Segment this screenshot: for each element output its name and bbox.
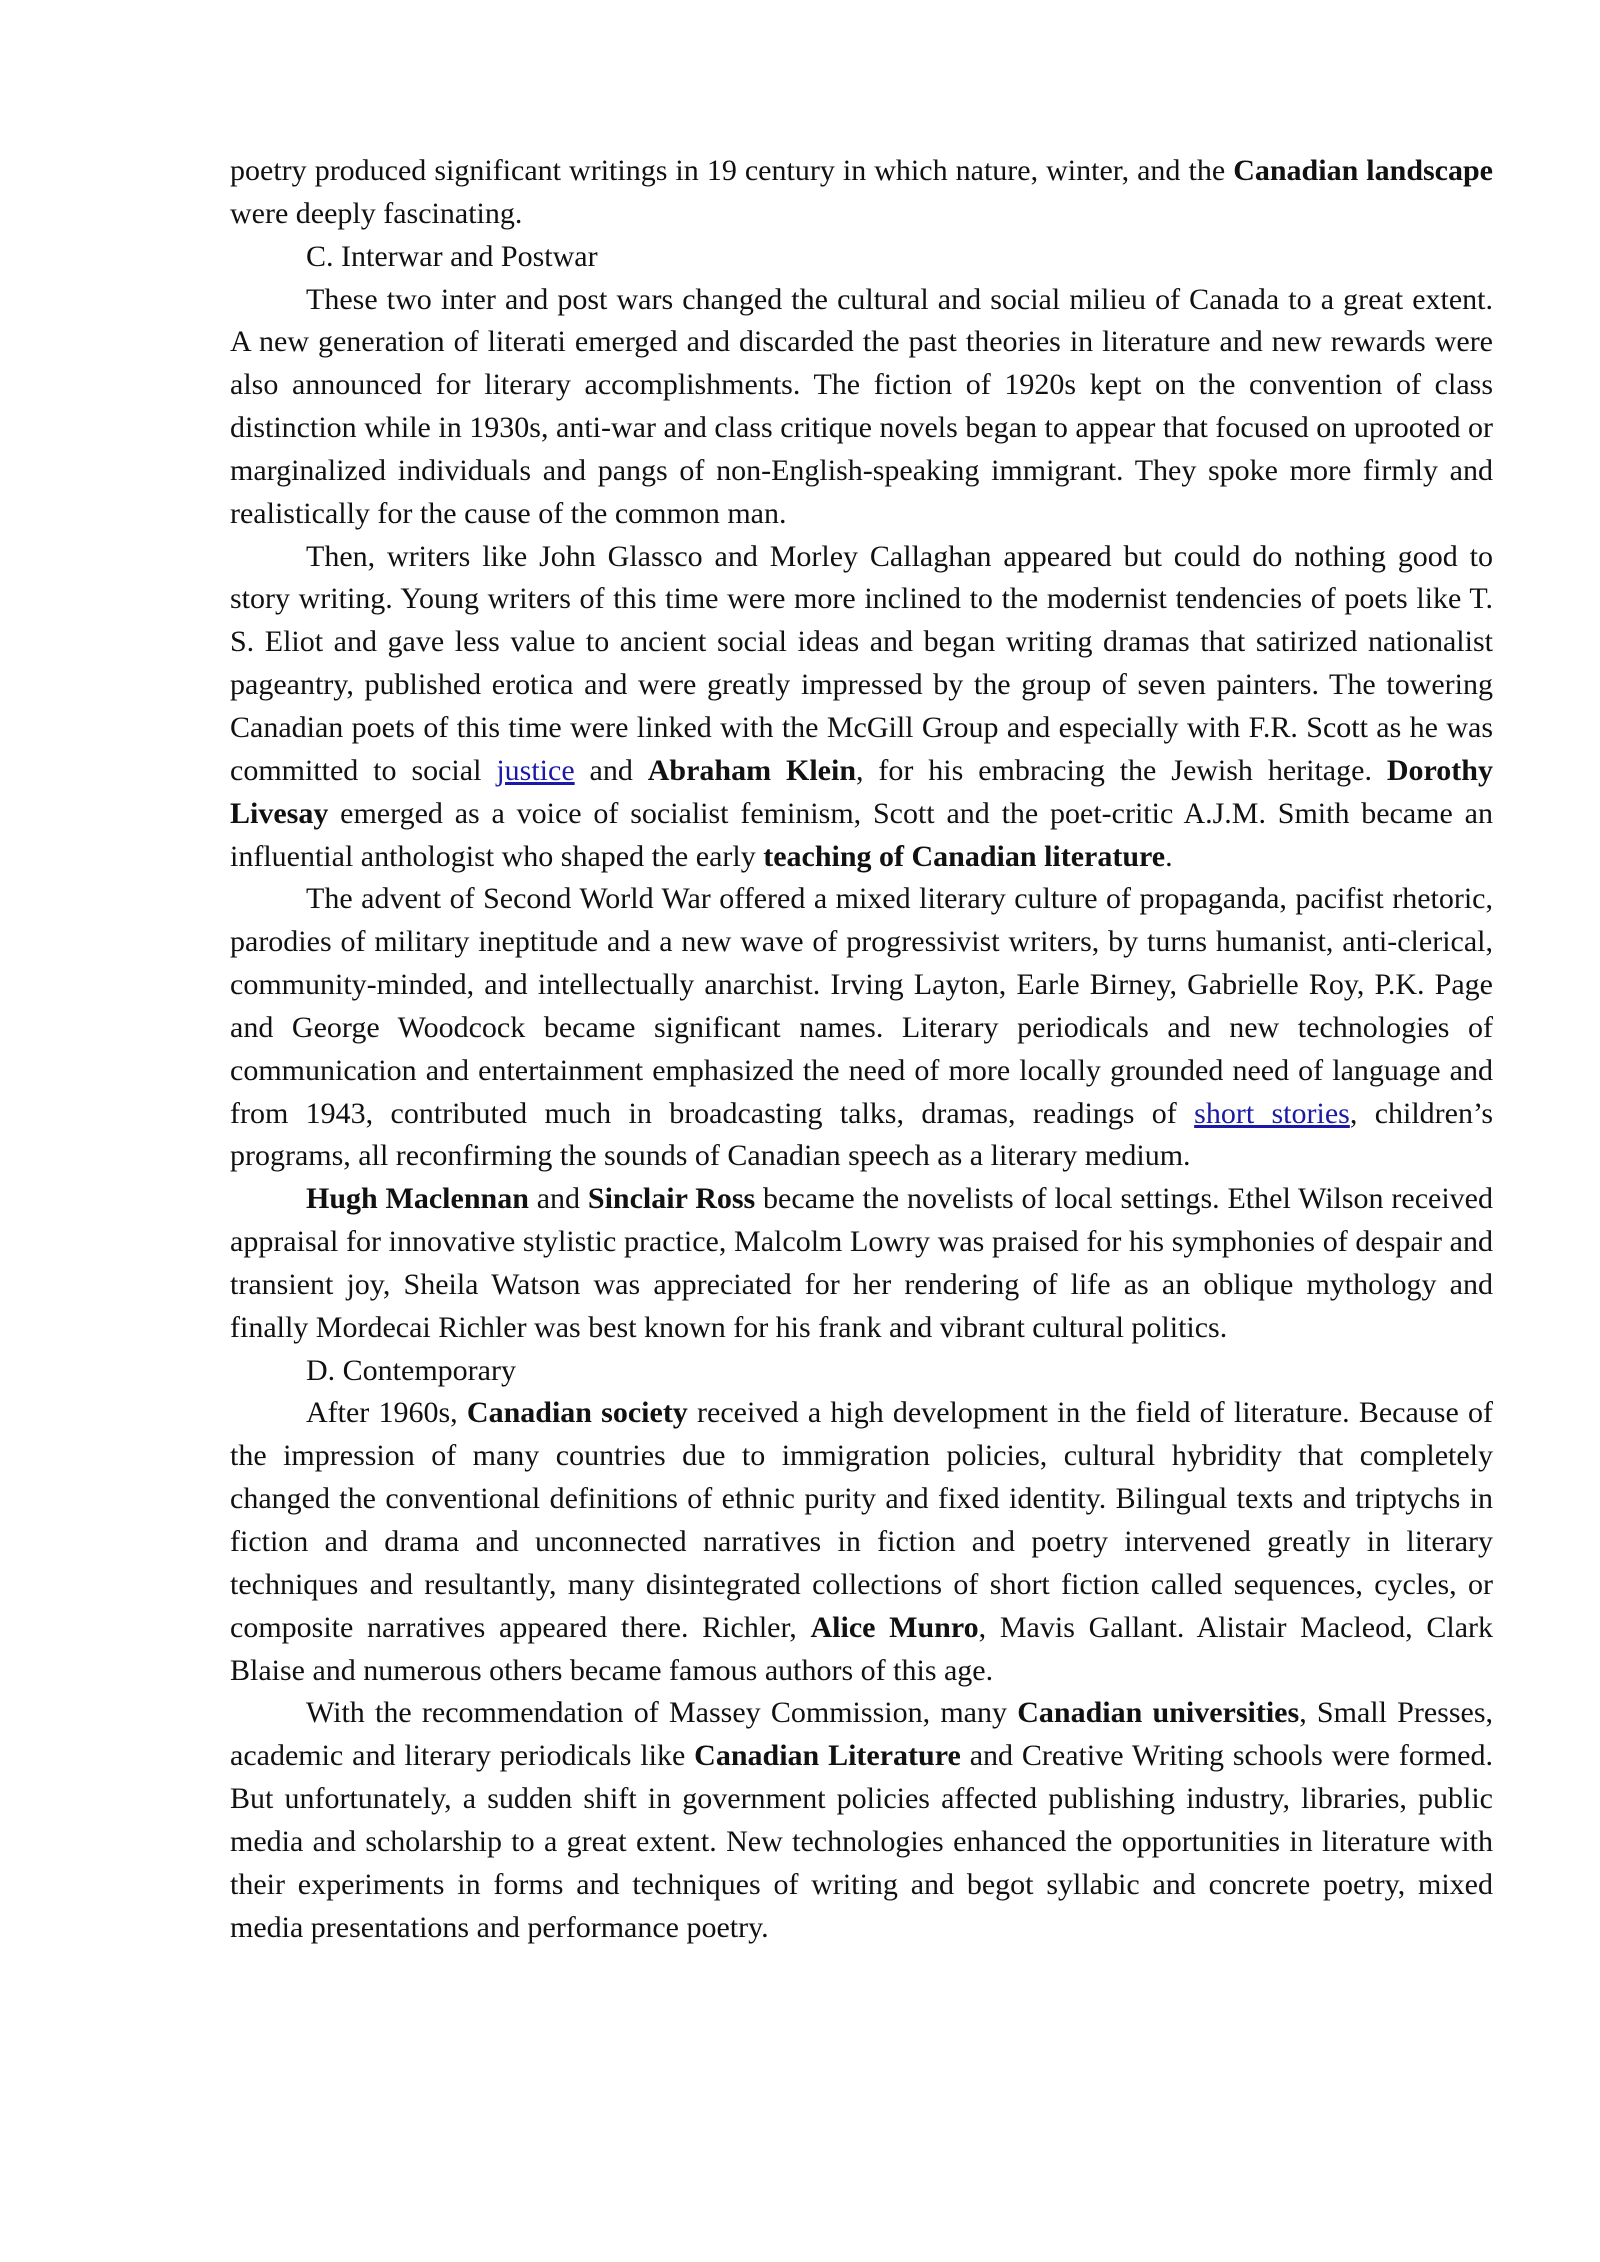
text-span: emerged as a voice of socialist feminism, Scott and the poet-critic A.J.M. Smith became an influential anthologist who shaped the early xyxy=(230,796,1493,873)
bold-term-alice-munro: Alice Munro xyxy=(810,1610,979,1644)
text-span: , children’s programs, all reconfirming the sounds of Canadian speech as a literary medium. xyxy=(230,1096,1493,1173)
document-body xyxy=(230,150,1493,1949)
section-heading-contemporary: D. Contemporary xyxy=(306,1353,516,1387)
paragraph-after-1960s xyxy=(230,1392,1493,1692)
text-span: and xyxy=(528,1182,588,1216)
paragraph-second-world-war xyxy=(230,878,1493,1178)
bold-term-canadian-universities: Canadian universities xyxy=(1017,1696,1300,1730)
section-heading-interwar-postwar: C. Interwar and Postwar xyxy=(306,239,598,273)
text-span: received a high development in the field of literature. Because of the impression of many countries due to immigration policies, cultural hybridity that completely changed the conventional definitions of ethnic purity and fixed identity. Bilingual texts and triptychs in fiction and drama and unconnected narratives in fiction and poetry intervened greatly in literary techniques and resultantly, many disintegrated collections of short fiction called sequences, cycles, or composite narratives appeared there. Richler, xyxy=(230,1396,1494,1644)
paragraph-novelists xyxy=(230,1178,1493,1349)
link-short-stories[interactable]: short stories xyxy=(1194,1096,1350,1130)
text-span: poetry produced significant writings in 19 century in which nature, winter, and the xyxy=(230,154,1234,187)
text-span: With the recommendation of Massey Commission, many xyxy=(306,1696,1018,1730)
text-span: , for his embracing the Jewish heritage. xyxy=(856,753,1387,787)
paragraph-massey-commission xyxy=(230,1692,1493,1949)
bold-term-canadian-literature: Canadian Literature xyxy=(694,1739,961,1773)
bold-term-sinclair-ross: Sinclair Ross xyxy=(587,1182,756,1216)
text-span: and xyxy=(574,753,648,787)
text-span: . xyxy=(1165,839,1173,873)
text-span: , Mavis Gallant. Alistair Macleod, Clark Blaise and numerous others became famous authors of this age. xyxy=(230,1610,1493,1687)
text-span: The advent of Second World War offered a mixed literary culture of propaganda, pacifist rhetoric, parodies of military ineptitude and a new wave of progressivist writers, by turns humanist, anti-clerical, community-minded, and intellectually anarchist. Irving Layton, Earle Birney, Gabrielle Roy, P.K. Page and George Woodcock became significant names. Literary periodicals and new technologies of communication and entertainment emphasized the need of more locally grounded need of language and from 1943, contributed much in broadcasting talks, dramas, readings of xyxy=(230,882,1493,1130)
link-justice[interactable]: justice xyxy=(496,753,575,787)
paragraph-modernist-writers xyxy=(230,536,1493,879)
bold-term-canadian-society: Canadian society xyxy=(466,1396,688,1430)
bold-term-hugh-maclennan: Hugh Maclennan xyxy=(306,1182,529,1216)
text-span: , Small Presses, academic and literary periodicals like xyxy=(230,1696,1494,1773)
text-span: became the novelists of local settings. Ethel Wilson received appraisal for innovative stylistic practice, Malcolm Lowry was praised for his symphonies of despair and transient joy, Sheila Watson was appreciated for her rendering of life as an oblique mythology and finally Mordecai Richler was best known for his frank and vibrant cultural politics. xyxy=(230,1182,1493,1344)
text-span: and Creative Writing schools were formed. But unfortunately, a sudden shift in government policies affected publishing industry, libraries, public media and scholarship to a great extent. New technologies enhanced the opportunities in literature with their experiments in forms and techniques of writing and begot syllabic and concrete poetry, mixed media presentations and performance poetry. xyxy=(230,1739,1493,1944)
text-span: were deeply fascinating. xyxy=(230,196,523,230)
paragraph-poetry-landscape xyxy=(230,150,1493,236)
paragraph-interwar-postwar: These two inter and post wars changed the cultural and social milieu of Canada to a great extent. A new generation of literati emerged and discarded the past theories in literature and new rewards were also announced for literary accomplishments. The fiction of 1920s kept on the convention of class distinction while in 1930s, anti-war and class critique novels began to appear that focused on uprooted or marginalized individuals and pangs of non-English-speaking immigrant. They spoke more firmly and realistically for the cause of the common man. xyxy=(230,282,1493,530)
text-span: Then, writers like John Glassco and Morley Callaghan appeared but could do nothing good to story writing. Young writers of this time were more inclined to the modernist tendencies of poets like T. S. Eliot and gave less value to ancient social ideas and began writing dramas that satirized nationalist pageantry, published erotica and were greatly impressed by the group of seven painters. The towering Canadian poets of this time were linked with the McGill Group and especially with F.R. Scott as he was committed to social xyxy=(230,539,1493,787)
bold-term-dorothy-livesay: Dorothy Livesay xyxy=(230,753,1493,830)
bold-term-teaching-canadian-literature: teaching of Canadian literature xyxy=(763,839,1166,873)
text-span: After 1960s, xyxy=(306,1396,467,1430)
bold-term-abraham-klein: Abraham Klein xyxy=(647,753,857,787)
bold-term-canadian-landscape: Canadian landscape xyxy=(1233,154,1494,187)
